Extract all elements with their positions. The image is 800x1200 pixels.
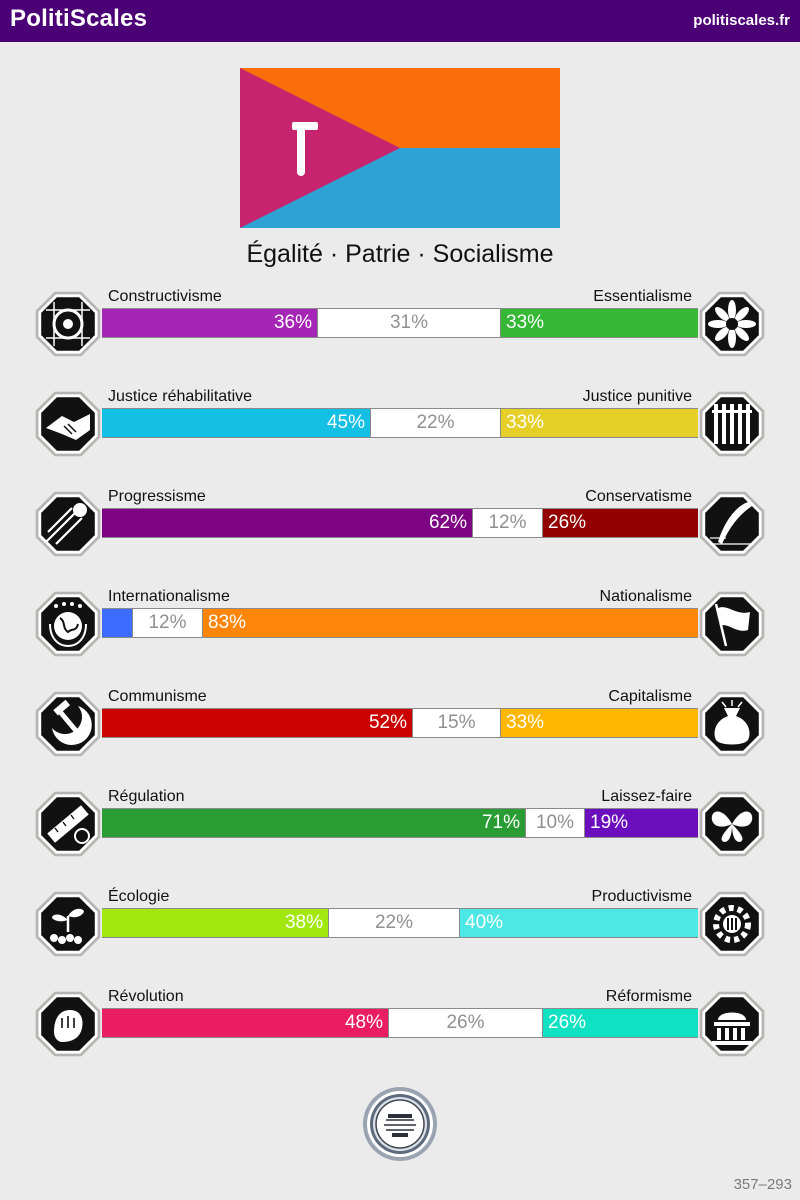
- axis-right-segment: [501, 709, 698, 737]
- axis-left-segment: [102, 309, 317, 337]
- axis-left-label: Progressisme: [108, 488, 206, 505]
- axis-left-percent: 48%: [344, 1012, 383, 1033]
- eye-icon: [32, 288, 104, 360]
- sprout-icon: [32, 888, 104, 960]
- quill-pen-icon: [696, 488, 768, 560]
- axis-left-segment: [102, 609, 132, 637]
- handshake-icon: [32, 388, 104, 460]
- comet-icon: [32, 488, 104, 560]
- axis-neutral-segment: [388, 1009, 543, 1037]
- axis-row: [0, 688, 800, 768]
- axis-bar: [102, 1008, 698, 1038]
- axis-left-segment: [102, 1009, 388, 1037]
- axis-right-percent: 26%: [548, 1012, 587, 1033]
- axis-neutral-percent: 22%: [374, 912, 414, 933]
- axis-bar: [102, 708, 698, 738]
- axis-right-percent: 33%: [506, 312, 545, 333]
- axis-bar: [102, 408, 698, 438]
- axis-right-percent: 19%: [590, 812, 629, 833]
- axis-right-segment: [585, 809, 698, 837]
- axis-left-percent: 38%: [284, 912, 323, 933]
- axis-neutral-percent: 22%: [416, 412, 455, 433]
- axis-bar: [102, 308, 698, 338]
- axis-neutral-percent: 12%: [148, 612, 187, 633]
- axis-neutral-segment: [412, 709, 501, 737]
- flag-icon: [696, 588, 768, 660]
- site-link[interactable]: politiscales.fr: [693, 12, 790, 29]
- axis-left-percent: 62%: [428, 512, 467, 533]
- brand-title[interactable]: PolitiScales: [10, 5, 148, 32]
- axis-left-segment: [102, 809, 525, 837]
- axis-neutral-segment: [370, 409, 501, 437]
- axis-right-label: Justice punitive: [582, 388, 692, 405]
- axis-left-percent: 45%: [326, 412, 365, 433]
- axis-neutral-percent: 12%: [488, 512, 527, 533]
- axis-left-label: Communisme: [108, 688, 207, 705]
- politiscales-seal-icon[interactable]: [362, 1086, 438, 1162]
- money-bag-icon: [696, 688, 768, 760]
- globe-icon: [32, 588, 104, 660]
- axis-left-label: Régulation: [108, 788, 185, 805]
- axis-left-label: Constructivisme: [108, 288, 222, 305]
- axis-neutral-segment: [328, 909, 460, 937]
- axis-left-percent: 71%: [481, 812, 520, 833]
- axis-right-percent: 26%: [548, 512, 587, 533]
- axis-right-percent: 33%: [506, 712, 545, 733]
- axis-neutral-segment: [317, 309, 501, 337]
- axis-left-label: Révolution: [108, 988, 184, 1005]
- axis-bar: [102, 608, 698, 638]
- result-flag: [240, 68, 560, 228]
- axis-bar: [102, 808, 698, 838]
- axis-left-segment: [102, 709, 412, 737]
- axis-neutral-segment: [472, 509, 543, 537]
- prison-bars-icon: [696, 388, 768, 460]
- axis-right-label: Réformisme: [605, 988, 692, 1005]
- axis-left-segment: [102, 409, 370, 437]
- gear-icon: [696, 888, 768, 960]
- axis-left-label: Écologie: [108, 888, 170, 905]
- flower-icon: [696, 288, 768, 360]
- axis-bar: [102, 508, 698, 538]
- axis-row: [0, 288, 800, 368]
- axis-right-segment: [543, 1009, 698, 1037]
- axis-neutral-percent: 31%: [389, 312, 429, 333]
- axis-right-segment: [203, 609, 698, 637]
- axis-neutral-percent: 26%: [446, 1012, 485, 1033]
- axis-neutral-segment: [525, 809, 585, 837]
- parliament-icon: [696, 988, 768, 1060]
- axis-right-label: Productivisme: [591, 888, 692, 905]
- axis-left-segment: [102, 909, 328, 937]
- axis-left-percent: 52%: [368, 712, 407, 733]
- axis-right-percent: 40%: [465, 912, 504, 933]
- axis-row: [0, 588, 800, 668]
- axis-neutral-percent: 10%: [535, 812, 575, 833]
- axis-right-label: Capitalisme: [608, 688, 692, 705]
- axis-right-segment: [460, 909, 698, 937]
- axis-left-label: Justice réhabilitative: [108, 388, 253, 405]
- motto-slogan: Égalité · Patrie · Socialisme: [246, 240, 554, 268]
- axis-right-label: Essentialisme: [593, 288, 692, 305]
- fist-icon: [32, 988, 104, 1060]
- axis-right-percent: 83%: [208, 612, 247, 633]
- axis-left-percent: 36%: [273, 312, 312, 333]
- axis-neutral-percent: 15%: [437, 712, 476, 733]
- axis-bar: [102, 908, 698, 938]
- axis-right-segment: [501, 309, 698, 337]
- axis-right-percent: 33%: [506, 412, 545, 433]
- version-code: 357–293: [733, 1176, 792, 1193]
- hammer-sickle-icon: [32, 688, 104, 760]
- axis-row: [0, 888, 800, 968]
- axis-right-segment: [543, 509, 698, 537]
- axis-right-segment: [501, 409, 698, 437]
- ruler-icon: [32, 788, 104, 860]
- axis-row: [0, 788, 800, 868]
- axis-left-segment: [102, 509, 472, 537]
- axis-neutral-segment: [132, 609, 203, 637]
- top-bar: [0, 0, 800, 42]
- axis-right-label: Conservatisme: [585, 488, 692, 505]
- axis-right-label: Nationalisme: [599, 588, 692, 605]
- axis-row: [0, 988, 800, 1068]
- axis-right-label: Laissez-faire: [601, 788, 692, 805]
- axis-row: [0, 388, 800, 468]
- axis-left-label: Internationalisme: [108, 588, 230, 605]
- butterfly-icon: [696, 788, 768, 860]
- axis-row: [0, 488, 800, 568]
